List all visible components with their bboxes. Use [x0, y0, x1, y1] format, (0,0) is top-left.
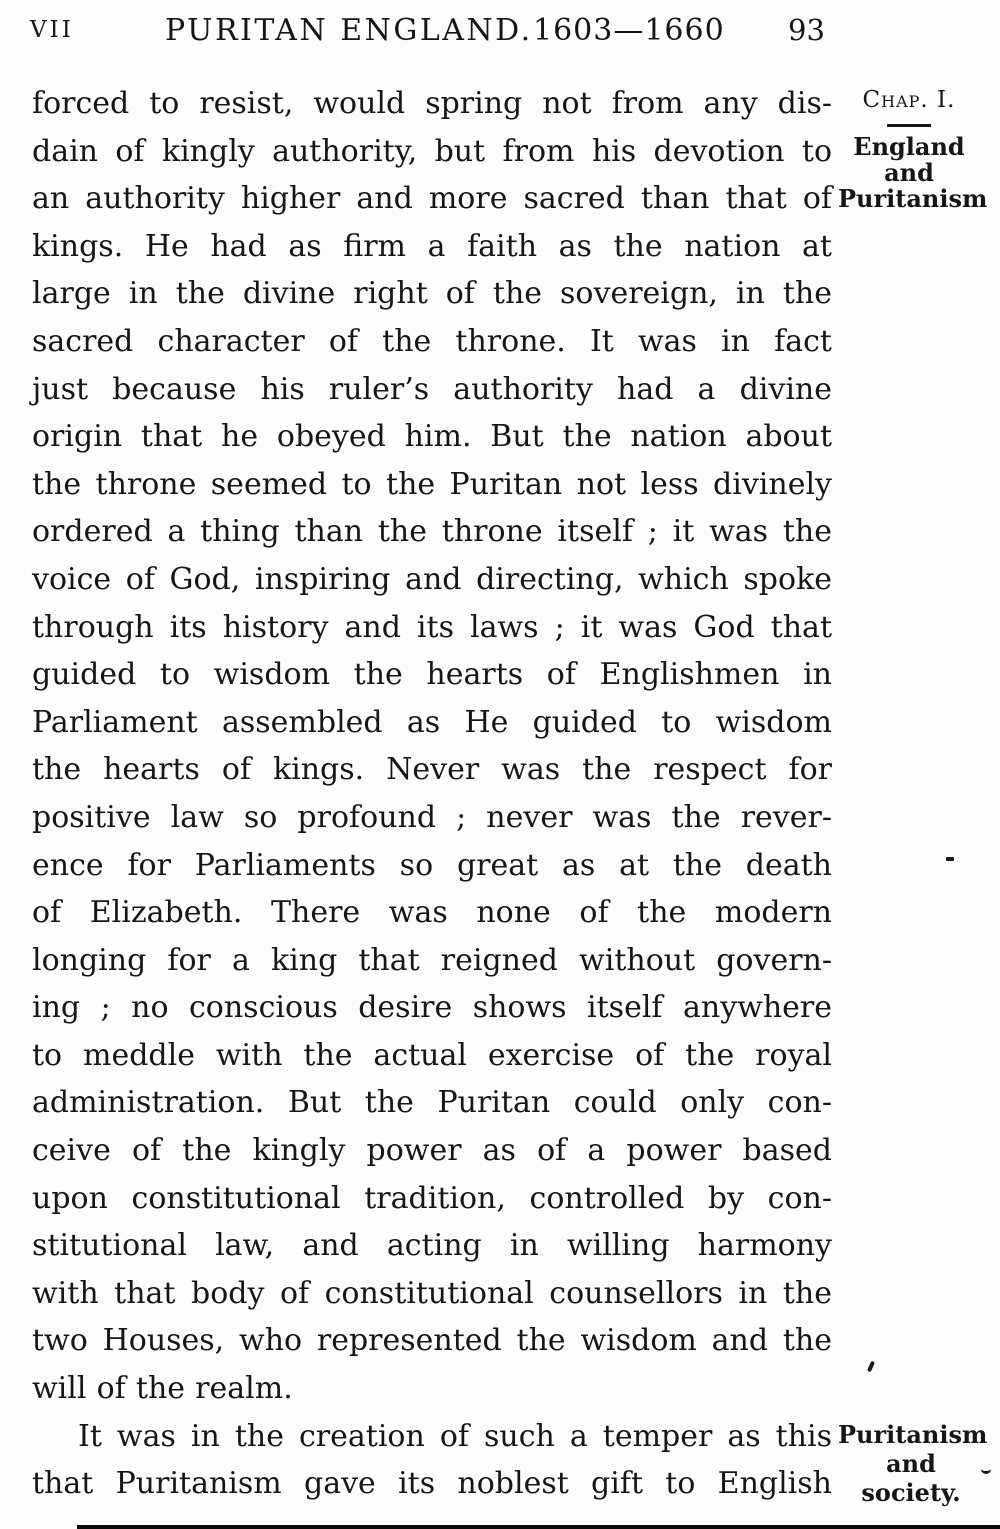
body-line: the throne seemed to the Puritan not less divinely [32, 466, 832, 502]
date-range: 1603—1660 [533, 13, 725, 48]
margin-note-line: Puritanism [838, 1420, 988, 1449]
scan-speck-apostrophe [867, 1361, 875, 1373]
body-line: an authority higher and more sacred than that of [32, 181, 832, 217]
margin-note-line: and society. [861, 1449, 961, 1507]
margin-note-line: and [884, 158, 934, 187]
body-line: through its history and its laws ; it was God that [32, 609, 832, 645]
body-line: large in the divine right of the sovereign, in the [32, 276, 832, 312]
body-line: It was in the creation of such a temper as this [78, 1418, 832, 1454]
running-title: PURITAN ENGLAND. [165, 13, 533, 48]
body-line: longing for a king that reigned without govern- [32, 942, 832, 978]
body-line: Parliament assembled as He guided to wisdom [32, 704, 832, 740]
body-line: ordered a thing than the throne itself ; it was the [32, 514, 832, 550]
body-line: administration. But the Puritan could only con- [32, 1085, 832, 1121]
body-line: dain of kingly authority, but from his devotion to [32, 133, 832, 169]
margin-note-line: England [853, 132, 965, 161]
margin-note-line: Puritanism [838, 184, 988, 213]
body-line: the hearts of kings. Never was the respect for [32, 752, 832, 788]
body-line: stitutional law, and acting in willing harmony [32, 1228, 832, 1264]
page-number: 93 [788, 13, 825, 47]
body-line: ceive of the kingly power as of a power based [32, 1133, 832, 1169]
body-line: just because his ruler’s authority had a divine [32, 371, 832, 407]
body-line: two Houses, who represented the wisdom and the [32, 1323, 832, 1359]
chapter-rule [887, 124, 931, 127]
body-line: sacred character of the throne. It was in fact [32, 323, 832, 359]
body-text [32, 80, 832, 1508]
margin-note-chapter [838, 87, 988, 213]
body-line: ence for Parliaments so great as at the death [32, 847, 832, 883]
scan-speck-dash [946, 857, 954, 861]
body-line: upon constitutional tradition, controlled by con- [32, 1180, 832, 1216]
body-line: voice of God, inspiring and directing, which spoke [32, 561, 832, 597]
scan-edge-bar [77, 1525, 1000, 1529]
body-line: ing ; no conscious desire shows itself anywhere [32, 990, 832, 1026]
folio-signature: VII [30, 17, 74, 43]
body-line: kings. He had as firm a faith as the nation at [32, 228, 832, 264]
chapter-heading: Chap. I. [862, 87, 956, 113]
body-line: with that body of constitutional counsellors in the [32, 1275, 832, 1311]
body-line: positive law so profound ; never was the rever- [32, 799, 832, 835]
body-line: forced to resist, would spring not from any dis- [32, 86, 832, 121]
body-line: guided to wisdom the hearts of Englishmen in [32, 657, 832, 693]
body-line: will of the realm. [32, 1371, 293, 1407]
margin-note-society [838, 1420, 988, 1507]
scan-speck-curve [981, 1464, 991, 1474]
body-line: of Elizabeth. There was none of the modern [32, 895, 832, 931]
body-line: that Puritanism gave its noblest gift to English [32, 1466, 832, 1502]
body-line: origin that he obeyed him. But the nation about [32, 419, 832, 455]
body-line: to meddle with the actual exercise of the royal [32, 1037, 832, 1073]
